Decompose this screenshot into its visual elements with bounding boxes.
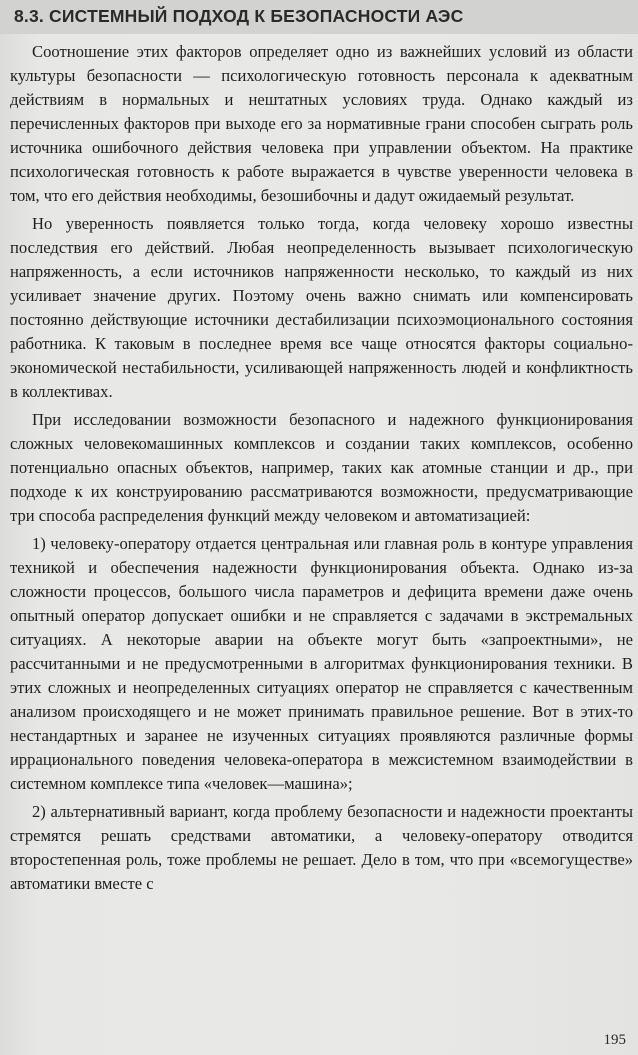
section-title: 8.3. СИСТЕМНЫЙ ПОДХОД К БЕЗОПАСНОСТИ АЭС <box>14 6 464 26</box>
paragraph-5-list-item-2: 2) альтернативный вариант, когда проблему безопасности и надежности проектанты стремятся решать средствами автоматики, а человеку-оператору отводится второстепенная роль, тоже проблемы не решает. Дело в том, что при «всемогуществе» автоматики вместе с <box>10 802 633 893</box>
page-number: 195 <box>603 1032 626 1048</box>
paragraph-4-list-item-1: 1) человеку-оператору отдается центральная или главная роль в контуре управления техникой и обеспечения надежности функционирования объекта. Однако из-за сложности процессов, большого числа параметров и дефицита времени даже очень опытный оператор допускает ошибки и не справляется с задачами в экстремальных ситуациях. А некоторые аварии на объекте могут быть «запроектными», не рассчитанными и не предусмотренными в алгоритмах функционирования техники. В этих сложных и неопределенных ситуациях оператор не справляется с качественным анализом происходящего и не может принимать правильное решение. Вот в этих-то нестандартных и заранее не изученных ситуациях проявляются различные формы иррационального поведения человека-оператора в межсистемном взаимодействии в системном комплексе типа «человек—машина»; <box>10 534 633 793</box>
paragraph-3: При исследовании возможности безопасного и надежного функционирования сложных человекомашинных комплексов и создании таких комплексов, особенно потенциально опасных объектов, например, таких как атомные станции и др., при подходе к их конструированию рассматриваются возможности, предусматривающие три способа распределения функций между человеком и автоматизацией: <box>10 410 633 525</box>
paragraph-1: Соотношение этих факторов определяет одно из важнейших условий из области культуры безопасности — психологическую готовность персонала к адекватным действиям в нормальных и нештатных условиях труда. Однако каждый из перечисленных факторов при выходе его за нормативные грани способен сыграть роль источника ошибочного действия человека при управлении объектом. На практике психологическая готовность к работе выражается в чувстве уверенности человека в том, что его действия необходимы, безошибочны и дадут ожидаемый результат. <box>10 42 633 205</box>
paragraph-2: Но уверенность появляется только тогда, когда человеку хорошо известны последствия его действий. Любая неопределенность вызывает психологическую напряженность, а если источников напряженности несколько, то каждый из них усиливает значение других. Поэтому очень важно снимать или компенсировать постоянно действующие источники дестабилизации психоэмоционального состояния работника. К таковым в последнее время все чаще относятся факторы социально-экономической нестабильности, усиливающей напряженность людей и конфликтность в коллективах. <box>10 214 633 401</box>
body-text <box>10 40 633 900</box>
section-header-band <box>0 0 638 34</box>
